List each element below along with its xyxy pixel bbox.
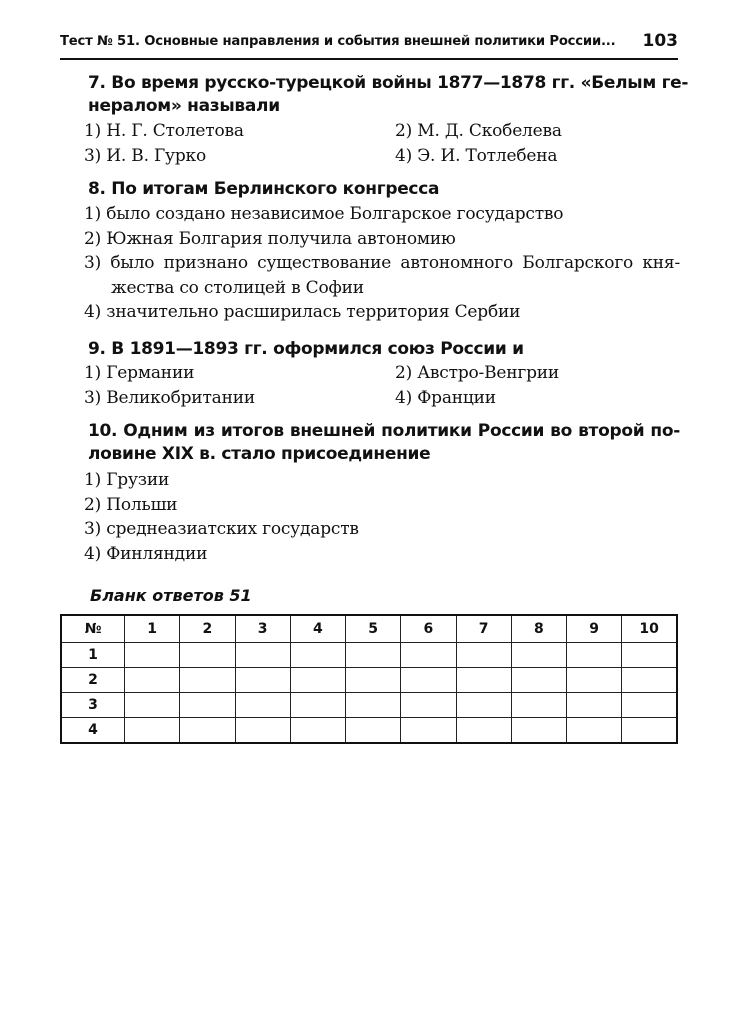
- options-row: [84, 361, 680, 386]
- answer-cell[interactable]: [125, 693, 180, 718]
- option-3: 3) И. В. Гурко: [84, 145, 206, 166]
- answer-cell[interactable]: [511, 693, 566, 718]
- answer-cell[interactable]: [511, 668, 566, 693]
- column-header: 3: [235, 615, 290, 643]
- answer-cell[interactable]: [456, 718, 511, 744]
- answer-cell[interactable]: [456, 668, 511, 693]
- option-3: 3) Великобритании: [84, 387, 255, 408]
- option-1: 1) Грузии: [84, 470, 170, 490]
- option-3: 3) среднеазиатских государств: [84, 519, 359, 539]
- question-line: 10. Одним из итогов внешней политики России во второй по-: [88, 421, 680, 441]
- column-header: 9: [567, 615, 622, 643]
- answer-cell[interactable]: [180, 718, 235, 744]
- options-row: [84, 386, 680, 411]
- answer-cell[interactable]: [290, 693, 345, 718]
- question-8-options: [84, 202, 680, 325]
- option-2: 2) М. Д. Скобелева: [395, 121, 562, 141]
- answer-cell[interactable]: [290, 668, 345, 693]
- answer-cell[interactable]: [567, 693, 622, 718]
- option-4: 4) значительно расширилась территория Сербии: [84, 302, 521, 322]
- option-1: 1) Н. Г. Столетова: [84, 121, 244, 141]
- answer-cell[interactable]: [622, 668, 677, 693]
- answer-cell[interactable]: [180, 693, 235, 718]
- answer-cell[interactable]: [401, 668, 456, 693]
- table-row: [61, 693, 677, 718]
- table-header-row: [61, 615, 677, 643]
- answer-cell[interactable]: [622, 643, 677, 668]
- option-3-line2: жества со столицей в Софии: [111, 277, 364, 298]
- column-header: 1: [125, 615, 180, 643]
- row-label: 1: [61, 643, 125, 668]
- question-9-options: [84, 361, 680, 410]
- question-9-text: [88, 338, 680, 361]
- answer-cell[interactable]: [235, 718, 290, 744]
- answer-cell[interactable]: [567, 718, 622, 744]
- question-7-text: [88, 72, 689, 118]
- column-header: 8: [511, 615, 566, 643]
- answer-cell[interactable]: [125, 718, 180, 744]
- option-2: 2) Польши: [84, 494, 178, 515]
- option-4: 4) Франции: [395, 387, 496, 408]
- column-header: 2: [180, 615, 235, 643]
- question-line: нералом» называли: [88, 96, 280, 116]
- answer-cell[interactable]: [622, 718, 677, 744]
- answer-cell[interactable]: [346, 718, 401, 744]
- question-10-text: [88, 420, 680, 466]
- answer-sheet-title: Бланк ответов 51: [90, 586, 252, 605]
- question-line: 7. Во время русско-турецкой войны 1877—1878 гг. «Белым ге-: [88, 73, 689, 93]
- header-title: Тест № 51. Основные направления и события внешней политики России...: [60, 34, 616, 49]
- options-row: [84, 144, 680, 169]
- question-line: 9. В 1891—1893 гг. оформился союз России и: [88, 339, 524, 359]
- option-3-line1: 3) было признано существование автономного Болгарского кня-: [84, 253, 680, 273]
- answer-cell[interactable]: [401, 718, 456, 744]
- answer-cell[interactable]: [456, 693, 511, 718]
- answer-cell[interactable]: [180, 668, 235, 693]
- column-header: 4: [290, 615, 345, 643]
- table-row: [61, 668, 677, 693]
- answer-sheet-table: [60, 614, 678, 744]
- table-row: [61, 718, 677, 744]
- row-label: 3: [61, 693, 125, 718]
- answer-cell[interactable]: [290, 718, 345, 744]
- answer-cell[interactable]: [567, 668, 622, 693]
- answer-cell[interactable]: [567, 643, 622, 668]
- answer-cell[interactable]: [125, 643, 180, 668]
- answer-cell[interactable]: [235, 668, 290, 693]
- answer-cell[interactable]: [511, 643, 566, 668]
- options-row: [84, 119, 680, 144]
- answer-cell[interactable]: [622, 693, 677, 718]
- option-1: 1) Германии: [84, 363, 195, 383]
- option-1: 1) было создано независимое Болгарское государство: [84, 204, 564, 224]
- question-line: ловине XIX в. стало присоединение: [88, 444, 431, 464]
- table-row: [61, 643, 677, 668]
- answer-cell[interactable]: [401, 643, 456, 668]
- answer-cell[interactable]: [511, 718, 566, 744]
- page-number: 103: [642, 31, 678, 51]
- answer-cell[interactable]: [290, 643, 345, 668]
- column-header: 6: [401, 615, 456, 643]
- question-line: 8. По итогам Берлинского конгресса: [88, 179, 440, 199]
- answer-cell[interactable]: [346, 643, 401, 668]
- corner-cell: №: [61, 615, 125, 643]
- row-label: 4: [61, 718, 125, 744]
- answer-cell[interactable]: [125, 668, 180, 693]
- option-4: 4) Э. И. Тотлебена: [395, 145, 558, 166]
- option-2: 2) Южная Болгария получила автономию: [84, 228, 456, 249]
- header-rule: [60, 58, 678, 60]
- question-8-text: [88, 178, 680, 201]
- option-2: 2) Австро-Венгрии: [395, 363, 560, 383]
- answer-cell[interactable]: [456, 643, 511, 668]
- column-header: 7: [456, 615, 511, 643]
- answer-cell[interactable]: [346, 668, 401, 693]
- answer-cell[interactable]: [346, 693, 401, 718]
- question-7-options: [84, 119, 680, 168]
- question-10-options: [84, 468, 680, 566]
- answer-cell[interactable]: [401, 693, 456, 718]
- answer-cell[interactable]: [235, 643, 290, 668]
- column-header: 10: [622, 615, 677, 643]
- running-header: [60, 31, 678, 57]
- answer-cell[interactable]: [235, 693, 290, 718]
- row-label: 2: [61, 668, 125, 693]
- column-header: 5: [346, 615, 401, 643]
- answer-cell[interactable]: [180, 643, 235, 668]
- option-4: 4) Финляндии: [84, 543, 208, 564]
